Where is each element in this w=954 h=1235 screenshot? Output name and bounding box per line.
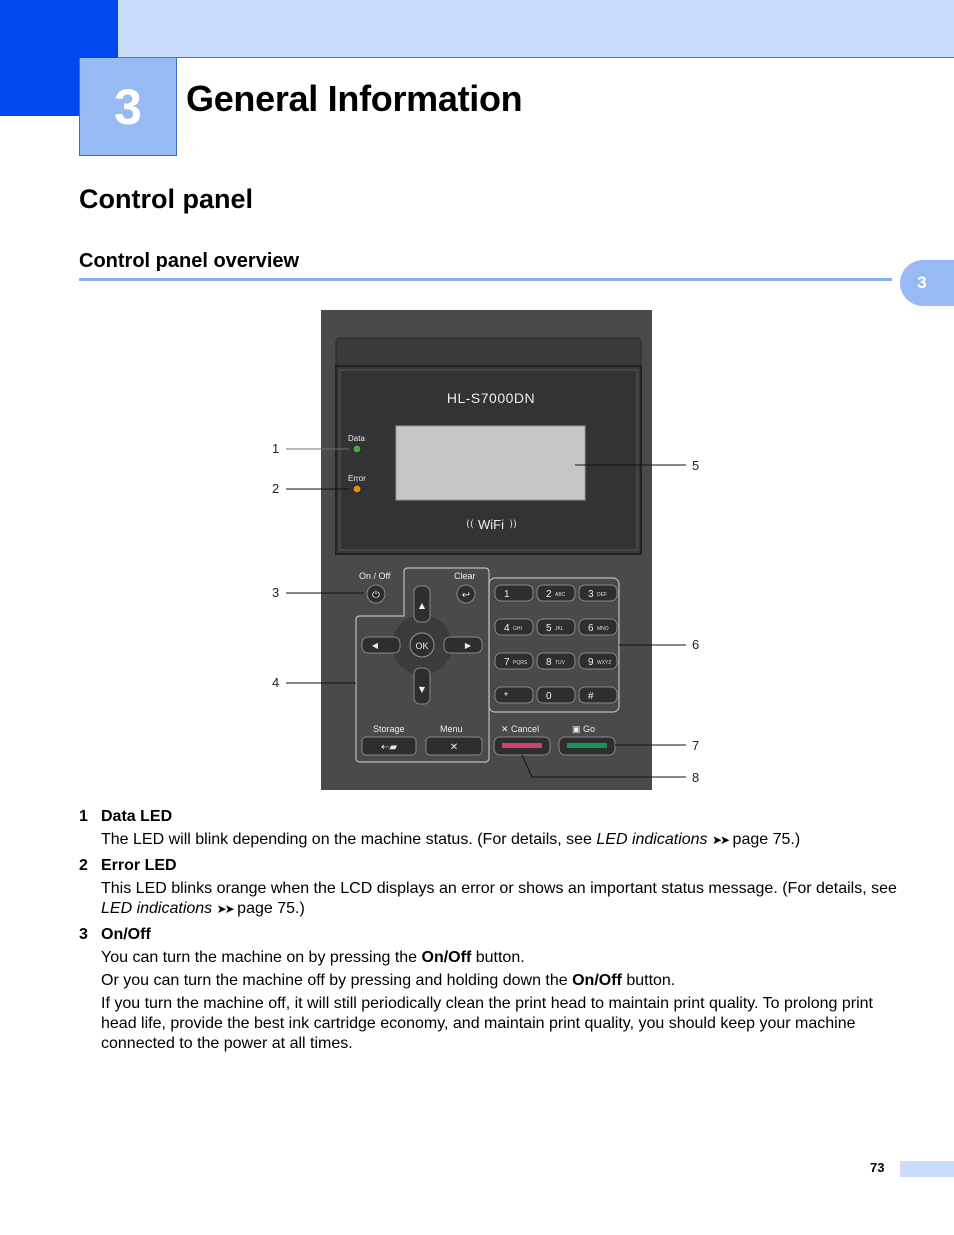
callout-7: 7 <box>692 738 700 753</box>
keypad-digit: * <box>504 691 508 702</box>
chapter-number-box <box>79 58 177 156</box>
section-title: Control panel <box>79 184 253 214</box>
wifi-wave-right-icon: )) <box>509 519 517 530</box>
cancel-label: ✕ Cancel <box>501 724 540 734</box>
page-ref-arrows-icon: ➤➤ <box>712 833 729 847</box>
wifi-wave-left-icon: (( <box>466 519 474 530</box>
keypad-key-star[interactable] <box>495 687 533 703</box>
keypad-letters: TUV <box>555 660 565 666</box>
storage-label: Storage <box>373 724 405 734</box>
keypad-digit: 3 <box>588 589 594 600</box>
right-button[interactable] <box>444 637 482 653</box>
item-paragraph: If you turn the machine off, it will still periodically clean the print head to maintain print quality. To prolong print head life, provide the best ink cartridge economy, and maintain print quality, you should keep your machine connected to the power at all times. <box>101 995 873 1052</box>
keypad-digit: 7 <box>504 657 510 668</box>
keypad-digit: 6 <box>588 623 594 634</box>
chapter-title: General Information <box>186 78 523 119</box>
callout-8: 8 <box>692 770 700 785</box>
clear-label: Clear <box>454 571 476 581</box>
data-led <box>353 445 361 453</box>
list-item <box>79 807 899 850</box>
keypad-digit: 0 <box>546 691 552 702</box>
item-heading <box>79 925 899 945</box>
ok-label: OK <box>415 641 429 651</box>
chapter-side-tab[interactable]: 3 <box>900 260 954 306</box>
power-icon: ⏻ <box>372 590 380 601</box>
callout-3: 3 <box>272 585 280 600</box>
footer-bar <box>900 1161 954 1177</box>
item-number: 1 <box>79 808 88 825</box>
keypad-letters: MNO <box>597 626 609 632</box>
keypad-digit: # <box>588 691 594 702</box>
keypad-letters: ABC <box>555 592 566 598</box>
keypad-digit: 5 <box>546 623 552 634</box>
error-led <box>353 485 361 493</box>
model-label: HL-S7000DN <box>446 390 536 406</box>
keypad-digit: 2 <box>546 589 552 600</box>
keypad-key-1[interactable] <box>495 585 533 601</box>
callout-6: 6 <box>692 637 700 652</box>
keypad-digit: 9 <box>588 657 594 668</box>
keypad-letters: JKL <box>555 626 564 632</box>
left-arrow-icon: ◀ <box>371 641 379 650</box>
led-indications-link[interactable]: LED indications <box>101 900 213 917</box>
keypad-letters: PQRS <box>513 660 528 666</box>
item-heading <box>79 807 899 827</box>
wifi-label: WiFi <box>478 517 504 532</box>
item-title: Error LED <box>101 857 177 874</box>
item-title: On/Off <box>101 926 151 943</box>
callout-4: 4 <box>272 675 280 690</box>
error-led-label: Error <box>348 474 366 483</box>
item-body <box>79 830 899 850</box>
subsection-title: Control panel overview <box>79 250 300 272</box>
keypad-letters: WXYZ <box>597 660 612 666</box>
cancel-color-bar <box>502 743 542 748</box>
led-indications-link[interactable]: LED indications <box>596 831 708 848</box>
right-arrow-icon: ▶ <box>464 641 472 650</box>
item-body <box>79 879 899 919</box>
item-number: 3 <box>79 926 88 943</box>
up-arrow-icon: ▲ <box>418 601 426 610</box>
page-number: 73 <box>870 1160 885 1175</box>
keypad-key-0[interactable] <box>537 687 575 703</box>
item-heading <box>79 856 899 876</box>
data-led-label: Data <box>348 434 365 443</box>
subsection-rule <box>79 278 892 281</box>
item-body <box>79 948 899 1054</box>
go-label: ▣ Go <box>572 724 596 734</box>
chapter-number: 3 <box>114 78 142 135</box>
list-item <box>79 925 899 1054</box>
panel-top-bezel <box>336 338 641 368</box>
callout-1: 1 <box>272 441 280 456</box>
go-color-bar <box>567 743 607 748</box>
keypad-key-hash[interactable] <box>579 687 617 703</box>
item-paragraph: Or you can turn the machine off by pressing and holding down the On/Off button. <box>101 972 676 989</box>
item-title: Data LED <box>101 808 173 825</box>
left-button[interactable] <box>362 637 400 653</box>
callout-2: 2 <box>272 481 280 496</box>
menu-label: Menu <box>440 724 463 734</box>
on-off-label: On / Off <box>359 571 391 581</box>
keypad-digit: 8 <box>546 657 552 668</box>
item-paragraph: The LED will blink depending on the machine status. (For details, see LED indications ➤➤ page 75.) <box>101 831 801 848</box>
item-paragraph: This LED blinks orange when the LCD displays an error or shows an important status message. (For details, see LED indications ➤➤ page 75.) <box>101 880 897 917</box>
control-panel-diagram <box>260 308 720 792</box>
keypad-letters: GHI <box>513 626 522 632</box>
item-number: 2 <box>79 857 88 874</box>
page-ref-arrows-icon: ➤➤ <box>216 902 233 916</box>
storage-folder-icon: ⇠▰ <box>380 742 398 753</box>
keypad-digit: 1 <box>504 589 510 600</box>
callout-description-list <box>79 807 899 1060</box>
callout-5: 5 <box>692 458 700 473</box>
list-item <box>79 856 899 919</box>
keypad-digit: 4 <box>504 623 510 634</box>
header-band <box>0 0 954 58</box>
lcd-screen <box>396 426 585 500</box>
keypad-letters: DEF <box>597 592 607 598</box>
item-paragraph: You can turn the machine on by pressing the On/Off button. <box>101 949 525 966</box>
down-arrow-icon: ▼ <box>418 685 426 694</box>
menu-tools-icon: ✕ <box>449 742 459 753</box>
back-arrow-icon: ↩ <box>461 590 471 601</box>
